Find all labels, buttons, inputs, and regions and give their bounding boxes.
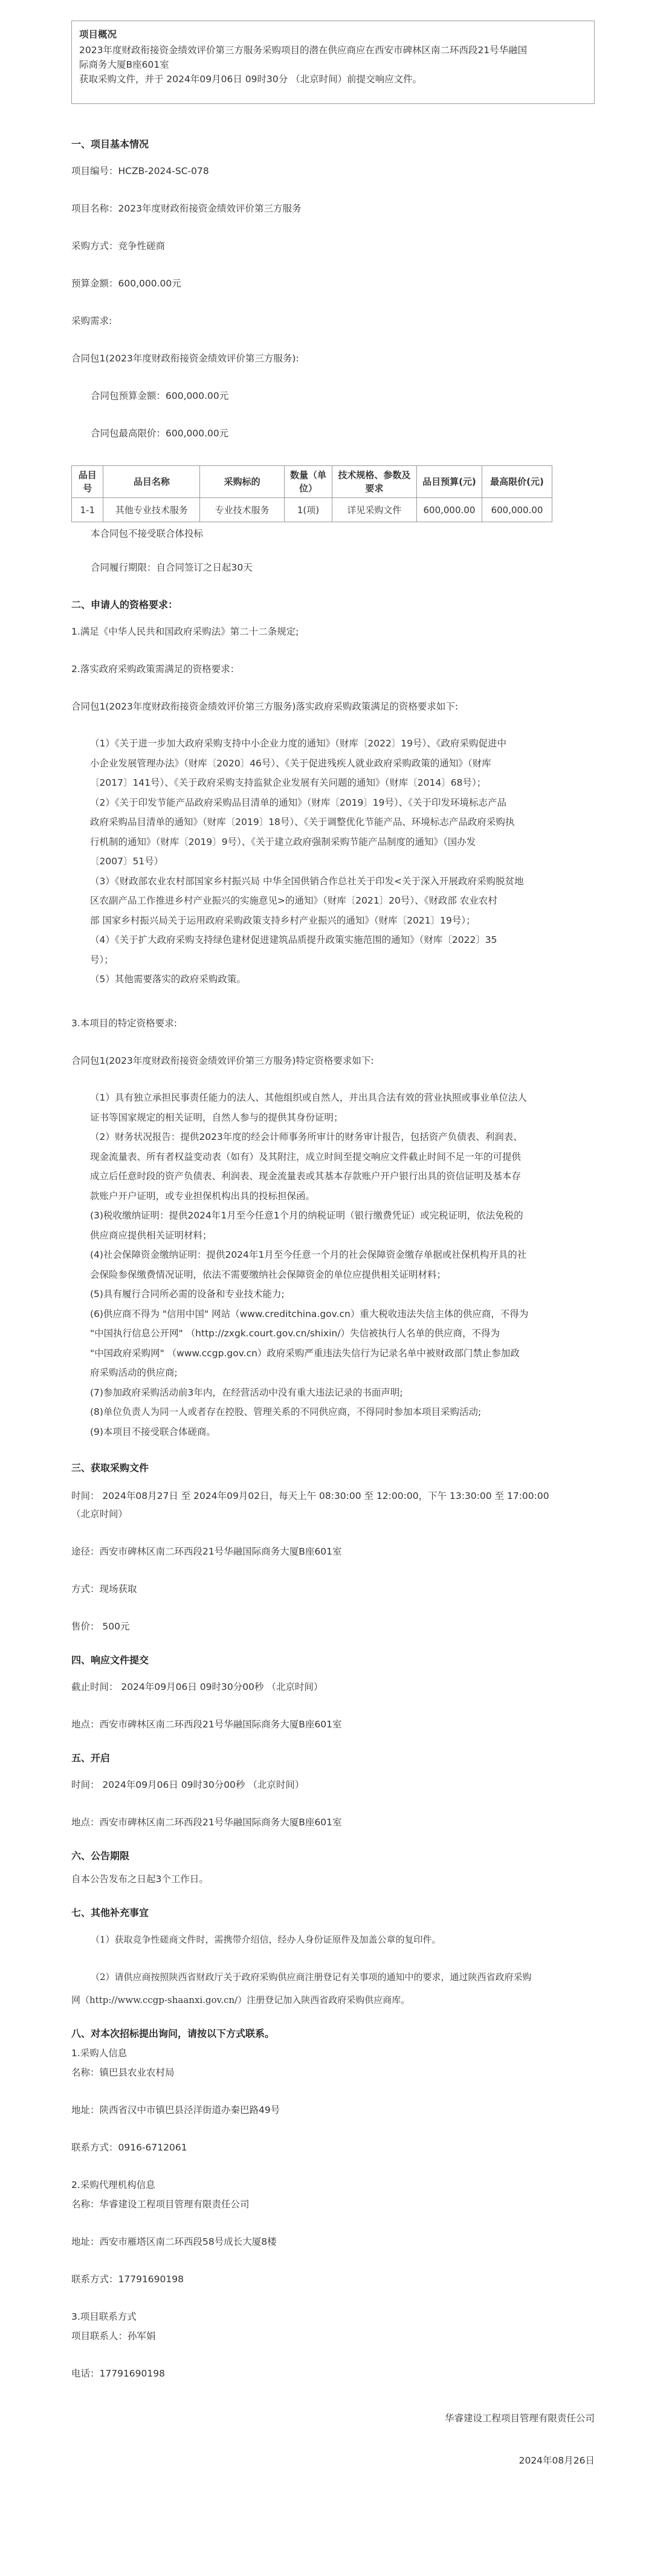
supplement-2: （2）请供应商按照陕西省财政厅关于政府采购供应商注册登记有关事项的通知中的要求，通过陕西省政府采购 <box>91 1972 532 1982</box>
budget-amount: 预算金额：600,000.00元 <box>71 278 181 289</box>
project-contact-person: 项目联系人：孙军娟 <box>71 2331 156 2341</box>
agency-heading: 2.采购代理机构信息 <box>71 2180 155 2190</box>
opening-time: 时间： 2024年09月06日 09时30分00秒 （北京时间） <box>71 1779 305 1790</box>
opening-place: 地点：西安市碑林区南二环西段21号华融国际商务大厦B座601室 <box>71 1817 342 1828</box>
policy-line: 部 国家乡村振兴局关于运用政府采购政策支持乡村产业振兴的通知》（财库〔2021〕19号）； <box>90 914 476 926</box>
procurement-method: 采购方式：竞争性磋商 <box>71 241 166 251</box>
table-header-cell: 最高限价(元) <box>482 466 552 498</box>
purchaser-address: 地址：陕西省汉中市镇巴县泾洋街道办秦巴路49号 <box>71 2105 280 2115</box>
special-line: （1）具有独立承担民事责任能力的法人、其他组织或自然人，并出具合法有效的营业执照或事业单位法人 <box>90 1092 527 1103</box>
procurement-items-table <box>71 465 552 522</box>
policy-line: 号）； <box>90 954 114 965</box>
table-cell: 详见采购文件 <box>332 498 416 522</box>
section-4-heading: 四、响应文件提交 <box>71 1654 149 1666</box>
agency-contact: 联系方式：17791690198 <box>71 2274 184 2285</box>
special-line: "中国执行信息公开网" （http://zxgk.court.gov.cn/shixin/）失信被执行人名单的供应商，不得为 <box>90 1328 500 1339</box>
policy-line: 政府采购品目清单的通知》（财库〔2019〕18号）、《关于调整优化节能产品、环境标志产品政府采购执 <box>90 817 515 827</box>
policy-line: （3）《财政部农业农村部国家乡村振兴局 中华全国供销合作总社关于印发<关于深入开展政府采购脱贫地 <box>90 875 524 887</box>
summary-line-3: 获取采购文件，并于 2024年09月06日 09时30分 （北京时间）前提交响应文件。 <box>79 74 422 85</box>
policy-line: 行机制的通知》（财库〔2019〕9号）、《关于建立政府强制采购节能产品制度的通知》（国办发 <box>90 836 476 847</box>
special-line: (7)参加政府采购活动前3年内，在经营活动中没有重大违法记录的书面声明; <box>90 1387 403 1398</box>
purchaser-heading: 1.采购人信息 <box>71 2048 128 2059</box>
package-budget: 合同包预算金额：600,000.00元 <box>91 390 229 401</box>
purchaser-name: 名称：镇巴县农业农村局 <box>71 2067 175 2078</box>
table-header-cell: 技术规格、参数及要求 <box>332 466 416 498</box>
table-header-cell: 品目名称 <box>103 466 200 498</box>
agency-address: 地址：西安市雁塔区南二环西段58号成长大厦8楼 <box>71 2236 277 2247</box>
purchaser-contact: 联系方式：0916-6712061 <box>71 2142 187 2153</box>
requirement-2-package: 合同包1(2023年度财政衔接资金绩效评价第三方服务)落实政府采购政策满足的资格要求如下: <box>71 701 459 712</box>
consortium-note: 本合同包不接受联合体投标 <box>91 528 204 539</box>
policy-line: 小企业发展管理办法》（财库〔2020〕46号）、《关于促进残疾人就业政府采购政策的通知》（财库 <box>90 757 491 769</box>
special-line: "中国政府采购网" （www.ccgp.gov.cn）政府采购严重违法失信行为记录名单中被财政部门禁止参加政 <box>90 1347 520 1359</box>
summary-line-2: 际商务大厦B座601室 <box>79 59 169 70</box>
special-line: 会保险参保缴费情况证明，依法不需要缴纳社会保障资金的单位应提供相关证明材料； <box>90 1269 447 1280</box>
policy-line: （5）其他需要落实的政府采购政策。 <box>90 974 246 985</box>
section-6-heading: 六、公告期限 <box>71 1850 130 1862</box>
requirement-3-package: 合同包1(2023年度财政衔接资金绩效评价第三方服务)特定资格要求如下: <box>71 1055 374 1066</box>
acquire-way: 途径：西安市碑林区南二环西段21号华融国际商务大厦B座601室 <box>71 1546 342 1557</box>
special-line: 现金流量表、所有者权益变动表（如有）及其附注，成立时间至提交响应文件截止时间不足一年的可提供 <box>90 1151 522 1162</box>
submit-deadline: 截止时间： 2024年09月06日 09时30分00秒 （北京时间） <box>71 1681 323 1692</box>
section-3-heading: 三、获取采购文件 <box>71 1462 149 1474</box>
acquire-time: 时间： 2024年08月27日 至 2024年09月02日，每天上午 08:30:00 至 12:00:00，下午 13:30:00 至 17:00:00 <box>71 1490 549 1501</box>
table-cell: 1-1 <box>72 498 103 522</box>
agency-name: 名称：华睿建设工程项目管理有限责任公司 <box>71 2199 250 2210</box>
special-line: 成立后任意时段的资产负债表、利润表、现金流量表或其基本存款账户开户银行出具的资信证明及基本存 <box>90 1171 522 1182</box>
special-line: 证书等国家规定的相关证明，自然人参与的提供其身份证明； <box>90 1112 343 1123</box>
footer-date: 2024年08月26日 <box>519 2455 595 2466</box>
table-header-row <box>72 466 552 498</box>
package-max-price: 合同包最高限价：600,000.00元 <box>91 428 229 439</box>
document-price: 售价： 500元 <box>71 1621 130 1632</box>
table-cell: 600,000.00 <box>416 498 482 522</box>
policy-requirements-list <box>71 734 595 989</box>
contract-period: 合同履行期限：自合同签订之日起30天 <box>91 562 253 573</box>
policy-line: 〔2007〕51号） <box>90 856 164 867</box>
special-line: (3)税收缴纳证明：提供2024年1月至今任意1个月的纳税证明（银行缴费凭证）或完税证明，依法免税的 <box>90 1210 523 1221</box>
special-line: (5)具有履行合同所必需的设备和专业技术能力; <box>90 1289 285 1299</box>
policy-line: 区农副产品工作推进乡村产业振兴的实施意见>的通知》（财库〔2021〕20号）、《财政部 农业农村 <box>90 895 497 906</box>
special-line: 款账户开户证明，或专业担保机构出具的投标担保函。 <box>90 1190 315 1202</box>
special-line: (8)单位负责人为同一人或者存在控股、管理关系的不同供应商，不得同时参加本项目采购活动; <box>90 1406 482 1417</box>
project-name: 项目名称：2023年度财政衔接资金绩效评价第三方服务 <box>71 203 302 214</box>
policy-line: （2）《关于印发节能产品政府采购品目清单的通知》（财库〔2019〕19号）、《关于印发环境标志产品 <box>90 797 507 808</box>
project-number: 项目编号：HCZB-2024-SC-078 <box>71 166 209 176</box>
submit-place: 地点：西安市碑林区南二环西段21号华融国际商务大厦B座601室 <box>71 1719 342 1730</box>
special-line: (6)供应商不得为 "信用中国" 网站（www.creditchina.gov.cn）重大税收违法失信主体的供应商，不得为 <box>90 1308 529 1319</box>
table-header-cell: 品目预算(元) <box>416 466 482 498</box>
section-1-heading: 一、项目基本情况 <box>71 138 149 150</box>
project-contact-heading: 3.项目联系方式 <box>71 2311 137 2322</box>
requirement-3: 3.本项目的特定资格要求: <box>71 1018 178 1029</box>
acquire-time-zone: （北京时间） <box>71 1509 128 1519</box>
section-8-heading: 八、对本次招标提出询问，请按以下方式联系。 <box>71 2028 275 2039</box>
table-cell: 1(项) <box>285 498 332 522</box>
table-row <box>72 498 552 522</box>
procurement-demand: 采购需求: <box>71 316 112 326</box>
special-line: (4)社会保障资金缴纳证明：提供2024年1月至今任意一个月的社会保障资金缴存单据或社保机构开具的社 <box>90 1249 527 1260</box>
table-cell: 600,000.00 <box>482 498 552 522</box>
policy-line: 〔2017〕141号）、《关于政府采购支持监狱企业发展有关问题的通知》（财库〔2014〕68号）； <box>90 777 486 788</box>
project-summary-box <box>71 21 595 104</box>
announcement-period: 自本公告发布之日起3个工作日。 <box>71 1874 208 1885</box>
table-header-cell: 数量（单位） <box>285 466 332 498</box>
special-line: 供应商应提供相关证明材料； <box>90 1229 212 1241</box>
contract-package: 合同包1(2023年度财政衔接资金绩效评价第三方服务): <box>71 353 299 364</box>
special-line: （2）财务状况报告：提供2023年度的经会计师事务所审计的财务审计报告，包括资产负债表、利润表、 <box>90 1131 523 1142</box>
summary-line-1: 2023年度财政衔接资金绩效评价第三方服务采购项目的潜在供应商应在西安市碑林区南二环西段21号华融国 <box>79 45 528 56</box>
table-header-cell: 采购标的 <box>200 466 285 498</box>
policy-line: （1）《关于进一步加大政府采购支持中小企业力度的通知》（财库〔2022〕19号）、《政府采购促进中 <box>90 738 507 749</box>
table-cell: 其他专业技术服务 <box>103 498 200 522</box>
special-line: 府采购活动的供应商; <box>90 1367 178 1378</box>
project-contact-phone: 电话：17791690198 <box>71 2368 165 2379</box>
footer-organization: 华睿建设工程项目管理有限责任公司 <box>444 2413 595 2424</box>
special-requirements-list <box>71 1088 595 1442</box>
table-cell: 专业技术服务 <box>200 498 285 522</box>
supplement-1: （1）获取竞争性磋商文件时，需携带介绍信，经办人身份证原件及加盖公章的复印件。 <box>91 1934 441 1945</box>
supplement-3: 网（http://www.ccgp-shaanxi.gov.cn/）注册登记加入陕西省政府采购供应商库。 <box>71 1995 410 2005</box>
summary-title: 项目概况 <box>79 29 117 40</box>
section-2-heading: 二、申请人的资格要求： <box>71 599 178 610</box>
section-5-heading: 五、开启 <box>71 1752 111 1764</box>
section-7-heading: 七、其他补充事宜 <box>71 1907 149 1918</box>
acquire-form: 方式：现场获取 <box>71 1584 137 1594</box>
special-line: (9)本项目不接受联合体磋商。 <box>90 1426 216 1437</box>
policy-line: （4）《关于扩大政府采购支持绿色建材促进建筑品质提升政策实施范围的通知》（财库〔2022〕35 <box>90 934 497 945</box>
table-header-cell: 品目号 <box>72 466 103 498</box>
requirement-1: 1.满足《中华人民共和国政府采购法》第二十二条规定; <box>71 626 299 637</box>
requirement-2: 2.落实政府采购政策需满足的资格要求： <box>71 664 240 675</box>
